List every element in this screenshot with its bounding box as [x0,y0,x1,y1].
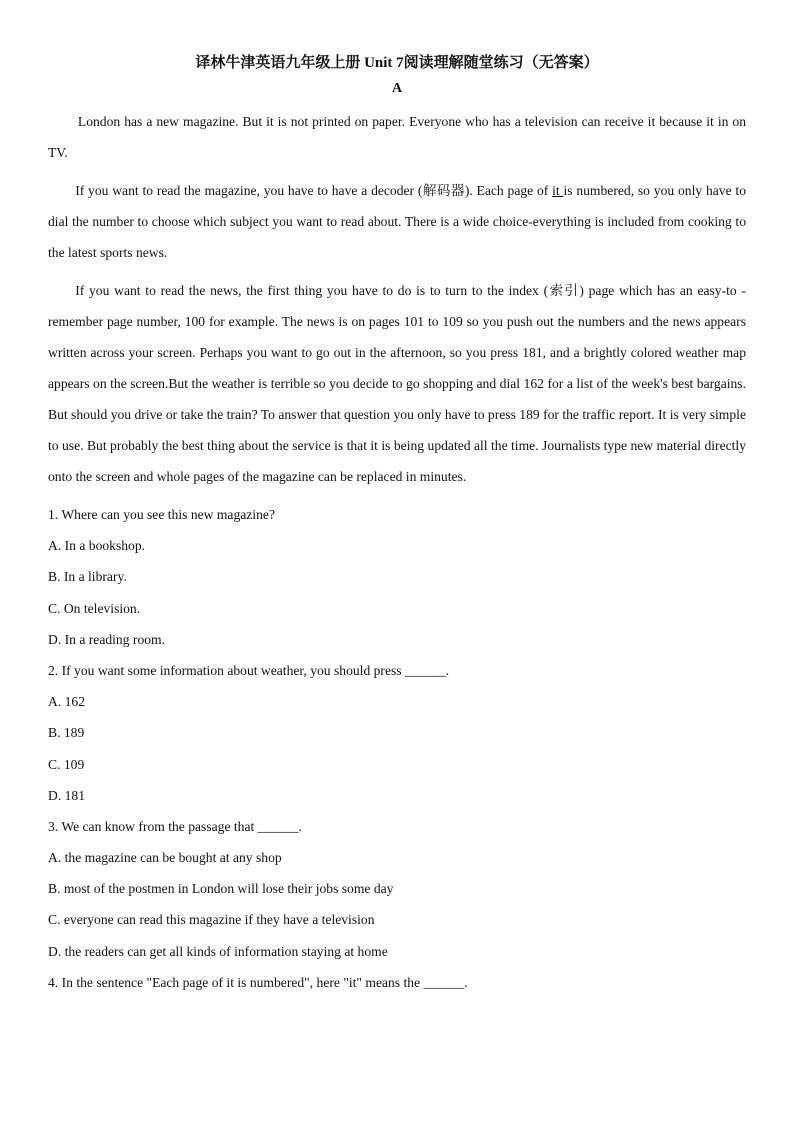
answer-option: D. In a reading room. [48,631,166,647]
answer-option: B. 189 [48,725,85,741]
answer-option: C. everyone can read this magazine if they have a television [48,912,375,928]
answer-option: A. 162 [48,694,86,710]
section-heading: A [391,81,403,96]
answer-option: B. In a library. [48,569,127,585]
paragraph-2-text-before: If you want to read the magazine, you have to have a decoder (解码器). Each page of [75,183,553,198]
answer-option: D. 181 [48,787,86,803]
document-title: 译林牛津英语九年级上册 Unit 7阅读理解随堂练习（无答案） [195,55,599,71]
answer-option: A. In a bookshop. [48,538,146,554]
question-stem: 2. If you want some information about weather, you should press ______. [48,662,450,678]
answer-option: B. most of the postmen in London will lose their jobs some day [48,881,394,897]
document-page [48,50,746,998]
answer-option: A. the magazine can be bought at any shop [48,850,282,866]
passage-paragraph-2 [48,175,746,268]
passage-paragraph-1: London has a new magazine. But it is not printed on paper. Everyone who has a television can receive it because it in on TV. [48,114,746,160]
question-stem: 3. We can know from the passage that ______. [48,818,302,834]
question-list [48,499,746,998]
passage-paragraph-3: If you want to read the news, the first thing you have to do is to turn to the index (索引) page which has an easy-to -remember page number, 100 for example. The news is on pages 101 to 109 so you push out the numbers and the news appears written across your screen. Perhaps you want to go out in the afternoon, so you press 181, and a brightly colored weather map appears on the screen.But the weather is terrible so you decide to go shopping and dial 162 for a list of the week's best bargains. But should you drive or take the train? To answer that question you only have to press 189 for the traffic report. It is very simple to use. But probably the best thing about the service is that it is being updated all the time. Journalists type new material directly onto the screen and whole pages of the magazine can be replaced in minutes. [48,283,746,484]
paragraph-2-text-after: is numbered, so you only have to dial the number to choose which subject you want to read about. There is a wide choice-everything is included from cooking to the latest sports news. [48,183,746,260]
answer-option: D. the readers can get all kinds of information staying at home [48,943,388,959]
question-stem: 1. Where can you see this new magazine? [48,507,275,522]
answer-option: C. 109 [48,756,85,772]
underlined-word-it: it [552,183,564,198]
answer-option: C. On television. [48,600,141,616]
question-stem: 4. In the sentence "Each page of it is numbered", here "it" means the ______. [48,974,468,990]
